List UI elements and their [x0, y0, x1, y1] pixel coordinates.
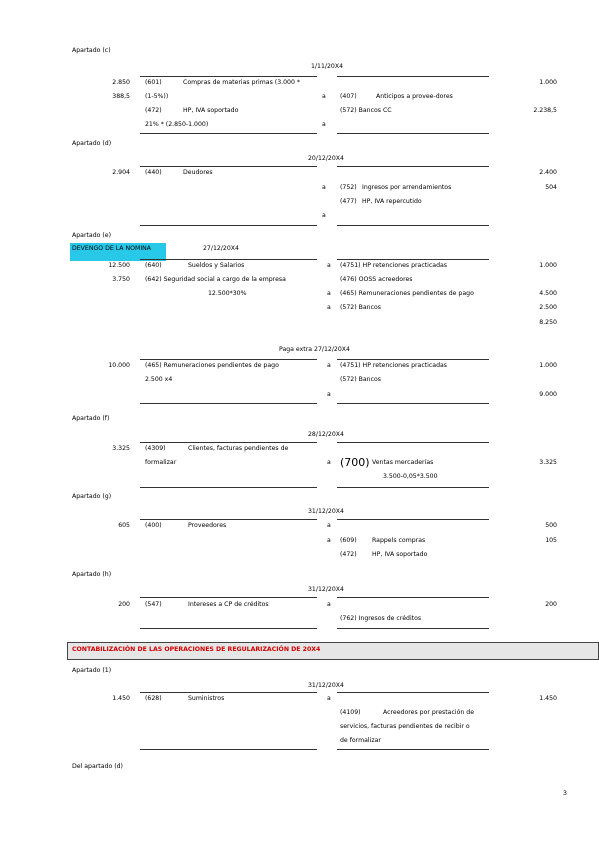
account-code: (400) — [145, 522, 162, 529]
a-marker: a — [327, 459, 331, 466]
rule — [140, 749, 317, 750]
amount: 105 — [545, 537, 557, 544]
rule — [140, 628, 317, 629]
account-text: (762) Ingresos de créditos — [340, 615, 422, 622]
heading-g: Apartado (g) — [72, 493, 112, 500]
heading-h: Apartado (h) — [72, 571, 112, 578]
rule — [337, 225, 489, 226]
account-text: Ingresos por arrendamientos — [362, 184, 452, 191]
nomina-label: DEVENGO DE LA NOMINA — [72, 245, 152, 252]
rule — [140, 166, 317, 167]
note: 2.500 x4 — [145, 376, 173, 383]
amount: 1.000 — [539, 362, 557, 369]
account-text: (4751) HP retenciones practicadas — [340, 362, 448, 369]
account-code: (440) — [145, 169, 162, 176]
rule — [140, 403, 317, 404]
date-d: 20/12/20X4 — [308, 155, 344, 162]
account-code: (472) — [340, 551, 357, 558]
amount: 200 — [545, 601, 557, 608]
account-text: HP, IVA soportado — [372, 551, 428, 558]
amount: 2.238,5 — [533, 107, 557, 114]
rule — [337, 487, 489, 488]
a-marker: a — [322, 212, 326, 219]
date-c: 1/11/20X4 — [311, 63, 344, 70]
a-marker: a — [327, 522, 331, 529]
account-text: Clientes, facturas pendientes de — [188, 445, 289, 452]
rule — [140, 225, 317, 226]
rule — [140, 359, 317, 360]
amount: 3.325 — [539, 459, 557, 466]
a-marker: a — [327, 601, 331, 608]
amount: 2.500 — [539, 304, 557, 311]
account-text: (572) Bancos CC — [340, 107, 392, 114]
amount: 8.250 — [539, 319, 557, 326]
account-code: (472) — [145, 107, 162, 114]
amount: 388,5 — [112, 93, 130, 100]
a-marker: a — [327, 362, 331, 369]
account-code: (4109) — [340, 709, 361, 716]
rule — [140, 597, 317, 598]
account-text: (642) Seguridad social a cargo de la empresa — [145, 276, 286, 283]
rule — [337, 692, 489, 693]
rule — [337, 76, 489, 77]
amount: 3.325 — [112, 445, 130, 452]
account-text: (572) Bancos — [340, 376, 381, 383]
account-text: Compras de materias primas (3.000 * — [183, 79, 300, 86]
date-extra: Paga extra 27/12/20X4 — [279, 346, 350, 353]
a-marker: a — [327, 304, 331, 311]
a-marker: a — [327, 262, 331, 269]
account-code: (640) — [145, 262, 162, 269]
rule — [140, 519, 317, 520]
heading-1: Apartado (1) — [72, 667, 112, 674]
heading-d: Apartado (d) — [72, 140, 112, 147]
account-code: (752) — [340, 184, 357, 191]
rule — [337, 597, 489, 598]
a-marker: a — [327, 391, 331, 398]
account-text: Ventas mercaderías — [372, 459, 434, 466]
rule — [337, 359, 489, 360]
account-text: Deudores — [183, 169, 213, 176]
amount: 4.500 — [539, 290, 557, 297]
account-code: (547) — [145, 601, 162, 608]
amount: 12.500 — [108, 262, 130, 269]
account-code: (601) — [145, 79, 162, 86]
date-f: 28/12/20X4 — [308, 431, 344, 438]
account-text: (1-5%)) — [145, 93, 169, 100]
rule — [140, 487, 317, 488]
date-g: 31/12/20X4 — [308, 508, 344, 515]
amount: 2.400 — [539, 169, 557, 176]
a-marker: a — [322, 184, 326, 191]
account-code: (407) — [340, 93, 357, 100]
date-e: 27/12/20X4 — [203, 245, 239, 252]
amount: 1.000 — [539, 262, 557, 269]
rule — [337, 519, 489, 520]
a-marker: a — [327, 290, 331, 297]
account-text: (572) Bancos — [340, 304, 381, 311]
account-code: (477) — [340, 198, 357, 205]
account-text: HP, IVA soportado — [183, 107, 239, 114]
account-code: (700) — [340, 456, 370, 469]
amount: 10.000 — [108, 362, 130, 369]
account-text: (4751) HP retenciones practicadas — [340, 262, 448, 269]
heading-c: Apartado (c) — [72, 47, 111, 54]
rule — [337, 133, 489, 134]
account-text: (465) Remuneraciones pendientes de pago — [340, 290, 474, 297]
rule — [337, 166, 489, 167]
date-h: 31/12/20X4 — [308, 586, 344, 593]
amount: 504 — [545, 184, 557, 191]
amount: 3.750 — [112, 276, 130, 283]
account-text: Suministros — [188, 695, 225, 702]
account-text: Rappels compras — [372, 537, 426, 544]
account-text: Intereses a CP de créditos — [188, 601, 269, 608]
date-1: 31/12/20X4 — [308, 682, 344, 689]
a-marker: a — [327, 695, 331, 702]
rule — [337, 403, 489, 404]
amount: 200 — [118, 601, 130, 608]
heading-f: Apartado (f) — [72, 415, 110, 422]
account-text: servicios, facturas pendientes de recibir o — [340, 723, 470, 730]
note: 12.500*30% — [208, 290, 247, 297]
account-text: (476) OOSS acreedores — [340, 276, 413, 283]
rule — [140, 76, 317, 77]
a-marker: a — [322, 121, 326, 128]
account-code: (4309) — [145, 445, 166, 452]
account-text: Sueldos y Salarios — [188, 262, 245, 269]
note: 3.500-0,05*3.500 — [383, 473, 438, 480]
rule — [140, 133, 317, 134]
amount: 1.000 — [539, 79, 557, 86]
account-text: Acreedores por prestación de — [383, 709, 475, 716]
heading-e: Apartado (e) — [72, 232, 112, 239]
account-text: Proveedores — [188, 522, 227, 529]
a-marker: a — [322, 93, 326, 100]
footer-heading: Del apartado (d) — [72, 763, 123, 770]
account-text: formalizar — [145, 459, 177, 466]
note: 21% * (2.850-1.000) — [145, 121, 209, 128]
rule — [337, 628, 489, 629]
amount: 1.450 — [539, 695, 557, 702]
rule — [337, 442, 489, 443]
amount: 2.904 — [112, 169, 130, 176]
rule — [140, 442, 317, 443]
account-text: de formalizar — [340, 737, 381, 744]
amount: 1.450 — [112, 695, 130, 702]
rule — [140, 692, 317, 693]
rule — [337, 259, 489, 260]
account-text: Anticipos a provee-dores — [376, 93, 453, 100]
account-code: (628) — [145, 695, 162, 702]
account-text: HP, IVA repercutido — [362, 198, 422, 205]
amount: 500 — [545, 522, 557, 529]
account-code: (609) — [340, 537, 357, 544]
section-title: CONTABILIZACIÓN DE LAS OPERACIONES DE REGULARIZACIÓN DE 20X4 — [72, 646, 321, 653]
a-marker: a — [327, 537, 331, 544]
amount: 2.850 — [112, 79, 130, 86]
amount: 9.000 — [539, 391, 557, 398]
account-text: (465) Remuneraciones pendientes de pago — [145, 362, 279, 369]
rule — [140, 259, 317, 260]
page-number: 3 — [563, 790, 567, 797]
rule — [337, 749, 489, 750]
amount: 605 — [118, 522, 130, 529]
